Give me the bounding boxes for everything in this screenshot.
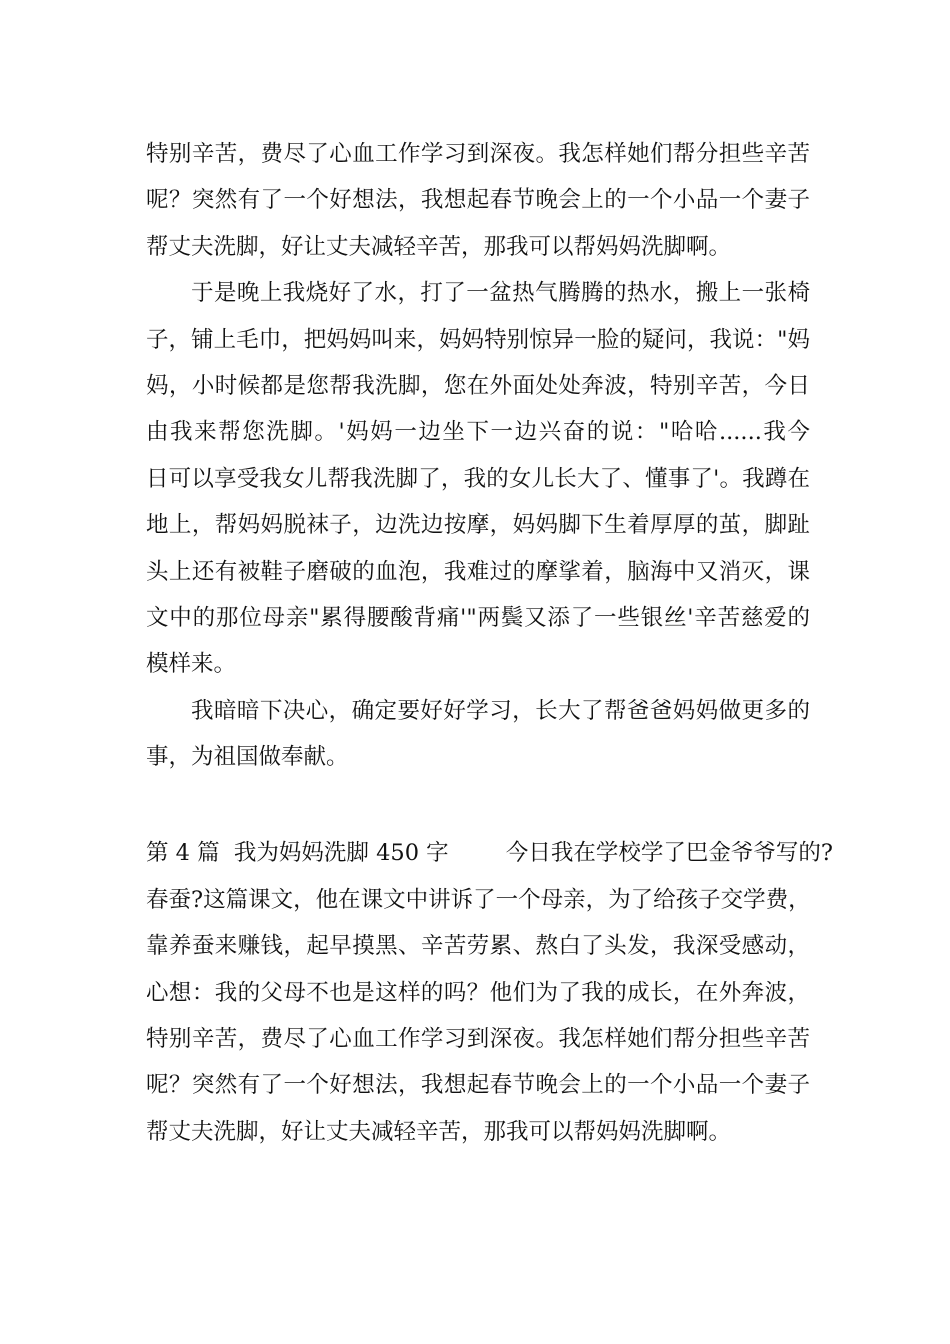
paragraph-2 [146, 270, 810, 688]
text-line: 帮丈夫洗脚，好让丈夫减轻辛苦，那我可以帮妈妈洗脚啊。 [146, 233, 732, 260]
text-line: 模样来。 [146, 651, 237, 678]
text-line: 子，铺上毛巾，把妈妈叫来，妈妈特别惊异一脸的疑问，我说："妈 [146, 326, 810, 353]
section-spacer [146, 780, 810, 830]
text-line: 特别辛苦，费尽了心血工作学习到深夜。我怎样她们帮分担些辛苦 [146, 1026, 810, 1053]
text-line: 帮丈夫洗脚，好让丈夫减轻辛苦，那我可以帮妈妈洗脚啊。 [146, 1118, 732, 1145]
paragraph-1 [146, 131, 810, 270]
section-heading-line: 第 4 篇 我为妈妈洗脚 450 字 今日我在学校学了巴金爷爷写的? [146, 840, 833, 867]
text-line: 靠养蚕来赚钱，起早摸黑、辛苦劳累、熬白了头发，我深受感动， [146, 933, 810, 960]
document-page [146, 131, 833, 1155]
text-line: 春蚕?这篇课文，他在课文中讲诉了一个母亲，为了给孩子交学费， [146, 886, 811, 913]
text-line: 呢？突然有了一个好想法，我想起春节晚会上的一个小品一个妻子 [146, 1072, 810, 1099]
text-line: 我暗暗下决心，确定要好好学习，长大了帮爸爸妈妈做更多的 [191, 697, 810, 724]
text-line: 文中的那位母亲"累得腰酸背痛'"两鬓又添了一些银丝'辛苦慈爱的 [146, 604, 810, 631]
text-line: 地上，帮妈妈脱袜子，边洗边按摩，妈妈脚下生着厚厚的茧，脚趾 [146, 512, 810, 539]
text-line: 妈，小时候都是您帮我洗脚，您在外面处处奔波，特别辛苦，今日 [146, 372, 810, 399]
text-line: 日可以享受我女儿帮我洗脚了，我的女儿长大了、懂事了'。我蹲在 [146, 465, 810, 492]
text-line: 特别辛苦，费尽了心血工作学习到深夜。我怎样她们帮分担些辛苦 [146, 141, 810, 167]
text-line: 呢？突然有了一个好想法，我想起春节晚会上的一个小品一个妻子 [146, 187, 810, 214]
text-line: 头上还有被鞋子磨破的血泡，我难过的摩挲着，脑海中又消灭，课 [146, 558, 810, 585]
paragraph-4 [146, 830, 833, 1155]
text-line: 事，为祖国做奉献。 [146, 744, 349, 771]
text-line: 心想：我的父母不也是这样的吗？他们为了我的成长，在外奔波， [146, 979, 810, 1006]
text-line: 由我来帮您洗脚。'妈妈一边坐下一边兴奋的说："哈哈......我今 [146, 419, 810, 446]
text-line: 于是晚上我烧好了水，打了一盆热气腾腾的热水，搬上一张椅 [191, 280, 810, 307]
paragraph-3 [146, 688, 810, 781]
